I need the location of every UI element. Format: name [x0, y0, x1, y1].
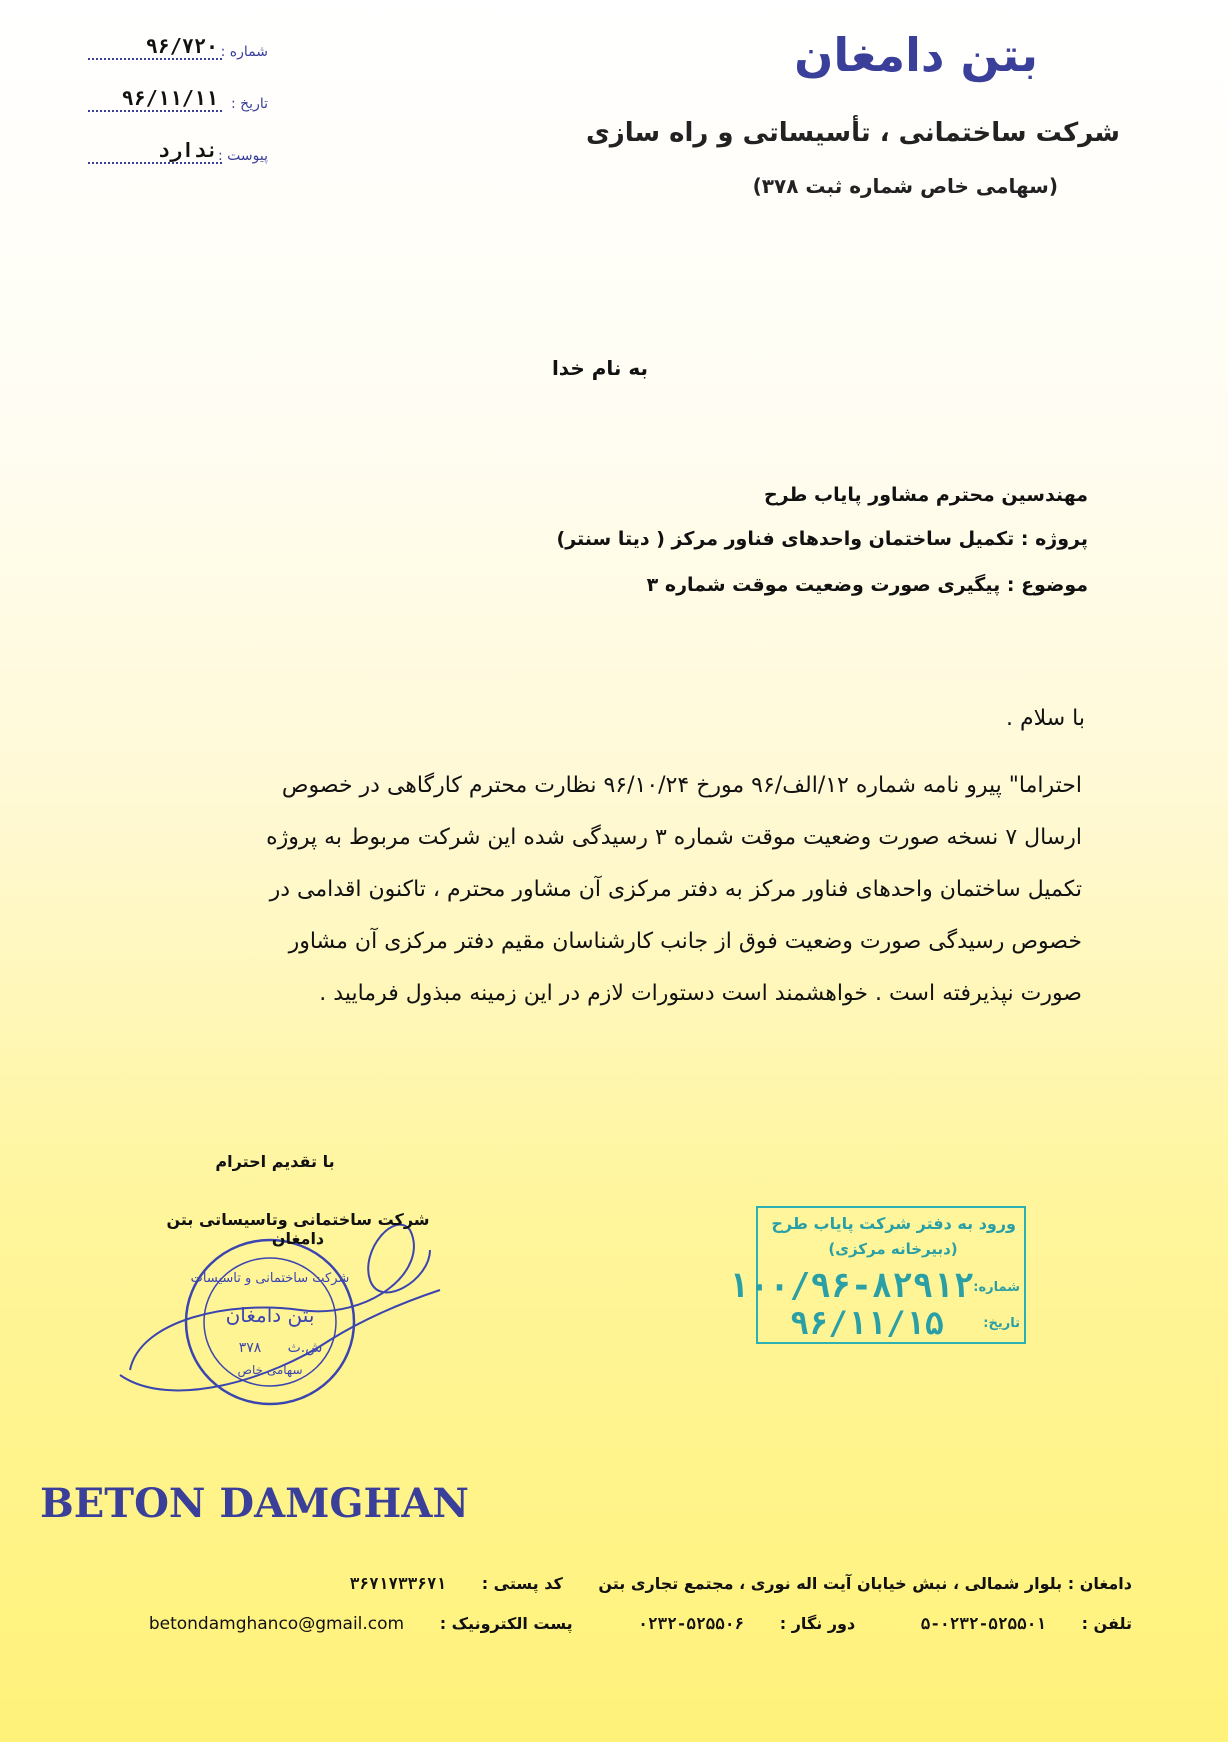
meta-number-dots — [88, 58, 222, 60]
footer-fax — [608, 1614, 855, 1633]
company-line: شرکت ساختمانی ، تأسیساتی و راه سازی — [585, 118, 1120, 148]
project-line: پروژه : تکمیل ساختمان واحدهای فناور مرکز ( دیتا سنتر) — [556, 528, 1088, 550]
footer-postal — [320, 1574, 563, 1593]
footer-email-label: پست الکترونیک : — [439, 1614, 573, 1633]
body-line: صورت نپذیرفته است . خواهشمند است دستورات لازم در این زمینه مبذول فرمایید . — [319, 981, 1082, 1006]
greeting: با سلام . — [1006, 706, 1085, 731]
received-stamp — [728, 1206, 1026, 1344]
footer-contact-line — [132, 1614, 1132, 1634]
stamp-line-2: (دبیرخانه مرکزی) — [828, 1240, 958, 1258]
meta-date-label: تاریخ : — [230, 96, 268, 112]
body-line: خصوص رسیدگی صورت وضعیت فوق از جانب کارشناسان مقیم دفتر مرکزی آن مشاور — [288, 929, 1082, 954]
footer-fax-value: ۰۲۳۲-۵۲۵۵۰۶ — [638, 1614, 745, 1633]
meta-number-label: شماره : — [220, 44, 268, 60]
stamp-date-value: ۹۶/۱۱/۱۵ — [789, 1304, 944, 1342]
signer-line: شرکت ساختمانی وتاسیساتی بتن دامغان — [166, 1210, 430, 1248]
body-line: ارسال ۷ نسخه صورت وضعیت موقت شماره ۳ رسیدگی شده این شرکت مربوط به پروژه — [266, 825, 1082, 850]
meta-number — [88, 30, 268, 66]
meta-date-dots — [88, 110, 222, 112]
stamp-number-label: شماره: — [973, 1280, 1020, 1295]
subject-line: موضوع : پیگیری صورت وضعیت موقت شماره ۳ — [646, 574, 1088, 596]
recipient-line: مهندسین محترم مشاور پایاب طرح — [763, 484, 1088, 506]
footer-phone-value: ۵-۰۲۳۲-۵۲۵۵۰۱ — [920, 1614, 1046, 1633]
brand-title: بتن دامغان — [794, 28, 1038, 82]
stamp-date-label: تاریخ: — [983, 1316, 1020, 1331]
seal-top-text: شرکت ساختمانی و تاسیسات — [190, 1271, 350, 1286]
seal-number: ۳۷۸ — [238, 1340, 262, 1356]
footer-address: دامغان : بلوار شمالی ، نبش خیابان آیت اله نوری ، مجتمع تجاری بتن — [598, 1574, 1132, 1593]
seal-bottom-text: سهامی خاص — [237, 1363, 303, 1377]
letter-body — [150, 760, 1082, 1020]
meta-attachment — [88, 134, 268, 170]
basmala: به نام خدا — [551, 356, 649, 380]
footer-phone-label: تلفن : — [1081, 1614, 1132, 1633]
body-line: احتراما" پیرو نامه شماره ۱۲/الف/۹۶ مورخ ۹۶/۱۰/۲۴ نظارت محترم کارگاهی در خصوص — [281, 773, 1082, 798]
footer-email — [119, 1614, 573, 1634]
stamp-number-value: ۱۰۰/۹۶-۸۲۹۱۲ — [728, 1266, 974, 1306]
registration-line: (سهامی خاص شماره ثبت ۳۷۸) — [752, 174, 1058, 198]
footer-postal-label: کد پستی : — [481, 1574, 563, 1593]
body-line: تکمیل ساختمان واحدهای فناور مرکز به دفتر مرکزی آن مشاور محترم ، تاکنون اقدامی در — [269, 877, 1082, 902]
meta-number-value: ۹۶/۷۲۰ — [145, 34, 218, 58]
stamp-line-1: ورود به دفتر شرکت پایاب طرح — [771, 1214, 1016, 1233]
seal-middle-text: بتن دامغان — [225, 1303, 315, 1327]
footer-address-line — [132, 1574, 1132, 1593]
closing-line: با تقدیم احترام — [215, 1152, 335, 1171]
meta-date-value: ۹۶/۱۱/۱۱ — [121, 86, 218, 110]
footer-phone — [891, 1614, 1132, 1633]
latin-brand: BETON DAMGHAN — [40, 1480, 469, 1527]
meta-date — [88, 82, 268, 118]
footer-fax-label: دور نگار : — [779, 1614, 856, 1633]
footer-email-value[interactable]: betondamghanco@gmail.com — [148, 1614, 405, 1634]
meta-attachment-dots — [88, 162, 222, 164]
meta-attachment-value: ندارد — [157, 138, 218, 162]
meta-attachment-label: پیوست : — [218, 148, 268, 164]
footer-postal-value: ۳۶۷۱۷۳۳۶۷۱ — [349, 1574, 447, 1593]
seal-abbr: ش.ث — [287, 1340, 323, 1356]
